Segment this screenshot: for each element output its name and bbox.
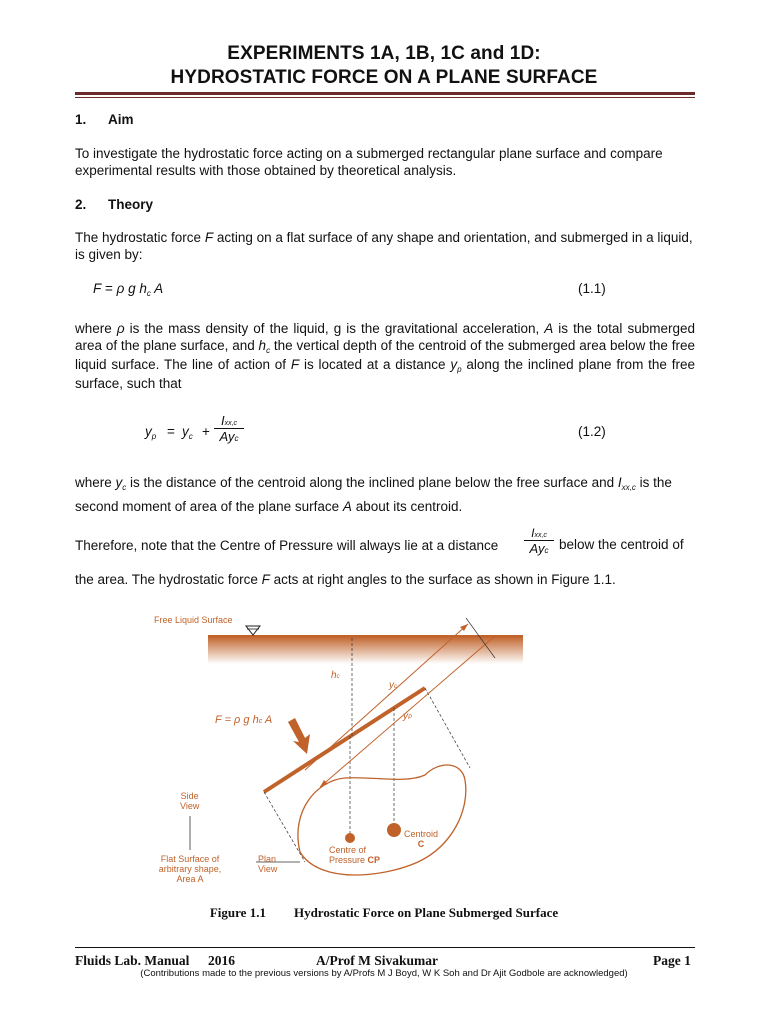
force-equation-label: F = ρ g hc A (215, 714, 273, 726)
theory-paragraph-5: the area. The hydrostatic force F acts at right angles to the surface as shown in Figure 1.1. (75, 572, 616, 587)
yp-label: yP (403, 711, 413, 722)
theory-paragraph-1: The hydrostatic force F acting on a flat surface of any shape and orientation, and submerged in a liquid, is given by: (75, 230, 693, 262)
footer-year: 2016 (208, 953, 235, 968)
footer-contributions: (Contributions made to the previous versions by A/Profs M J Boyd, W K Soh and Dr Ajit Godbole are acknowledged) (140, 968, 628, 979)
title-rule-thin (75, 97, 695, 98)
figure-caption: Figure 1.1 Hydrostatic Force on Plane Submerged Surface (209, 905, 559, 920)
aim-number: 1. (75, 112, 87, 127)
theory-paragraph-2: where ρ is the mass density of the liquid, g is the gravitational acceleration, A is the total submerged area of the plane surface, and $h_c$ the vertical depth of the centroid of the submerged area below the free liquid surface. The line of action of F is located at a distance $y_p$ along the inclined plane from the free surface, such that (75, 321, 695, 391)
equation-1-2-yc: $y_c$ (182, 424, 193, 441)
centroid-dot (387, 823, 401, 837)
equation-1-2-lhs: $y_p$ (145, 424, 157, 441)
footer-manual: Fluids Lab. Manual (75, 953, 190, 968)
plan-view-shape (298, 765, 466, 875)
equation-1-2-number: (1.2) (578, 424, 606, 439)
theory-paragraph-3: where $y_c$ is the distance of the centroid along the inclined plane below the free surface and $I_{xx,c}$ is the second moment of area of the plane surface A about its centroid. (75, 475, 672, 514)
liquid-gradient (208, 636, 523, 664)
centre-of-pressure-dot (345, 833, 355, 843)
free-surface-label: Free Liquid Surface (154, 615, 233, 625)
equation-1-2-equals: = (167, 424, 175, 439)
hydrostatic-force-figure (0, 600, 768, 900)
centre-of-pressure-label: Centre of Pressure CP (329, 845, 381, 865)
footer-rule (75, 947, 695, 948)
page-title-line-2: HYDROSTATIC FORCE ON A PLANE SURFACE (170, 67, 598, 88)
projection-line-right (425, 688, 470, 768)
theory-heading: Theory (108, 197, 154, 212)
page-title-line-1: EXPERIMENTS 1A, 1B, 1C and 1D: (227, 43, 541, 64)
flat-surface-label: Flat Surface of arbitrary shape, Area A (158, 854, 222, 884)
inclined-plate (264, 688, 425, 792)
aim-heading: Aim (108, 112, 134, 127)
aim-text: To investigate the hydrostatic force acting on a submerged rectangular plane surface and compare experimental results with those obtained by theoretical analysis. (75, 146, 663, 178)
equation-1-1: F = ρ g $h_c$ A (93, 281, 164, 298)
yc-label: yc (389, 680, 397, 691)
theory-number: 2. (75, 197, 87, 212)
plan-view-label: Plan View (258, 854, 278, 874)
footer-page: Page 1 (653, 953, 691, 968)
hc-label: hc (331, 670, 340, 681)
force-arrow-icon (288, 718, 310, 754)
side-view-label: Side View (180, 791, 200, 811)
centroid-label: Centroid C (404, 829, 439, 849)
title-rule-thick (75, 92, 695, 95)
inline-fraction: Ixx,c Ayc (524, 526, 554, 556)
equation-1-2-plus: + (202, 424, 210, 439)
free-surface-triangle-icon (246, 626, 260, 635)
theory-paragraph-4-start: Therefore, note that the Centre of Pressure will always lie at a distance (75, 538, 499, 553)
footer-author: A/Prof M Sivakumar (316, 953, 438, 968)
equation-1-2-fraction: Ixx,c Ayc (214, 413, 244, 444)
equation-1-1-number: (1.1) (578, 281, 606, 296)
theory-paragraph-4-end: below the centroid of (559, 537, 684, 552)
